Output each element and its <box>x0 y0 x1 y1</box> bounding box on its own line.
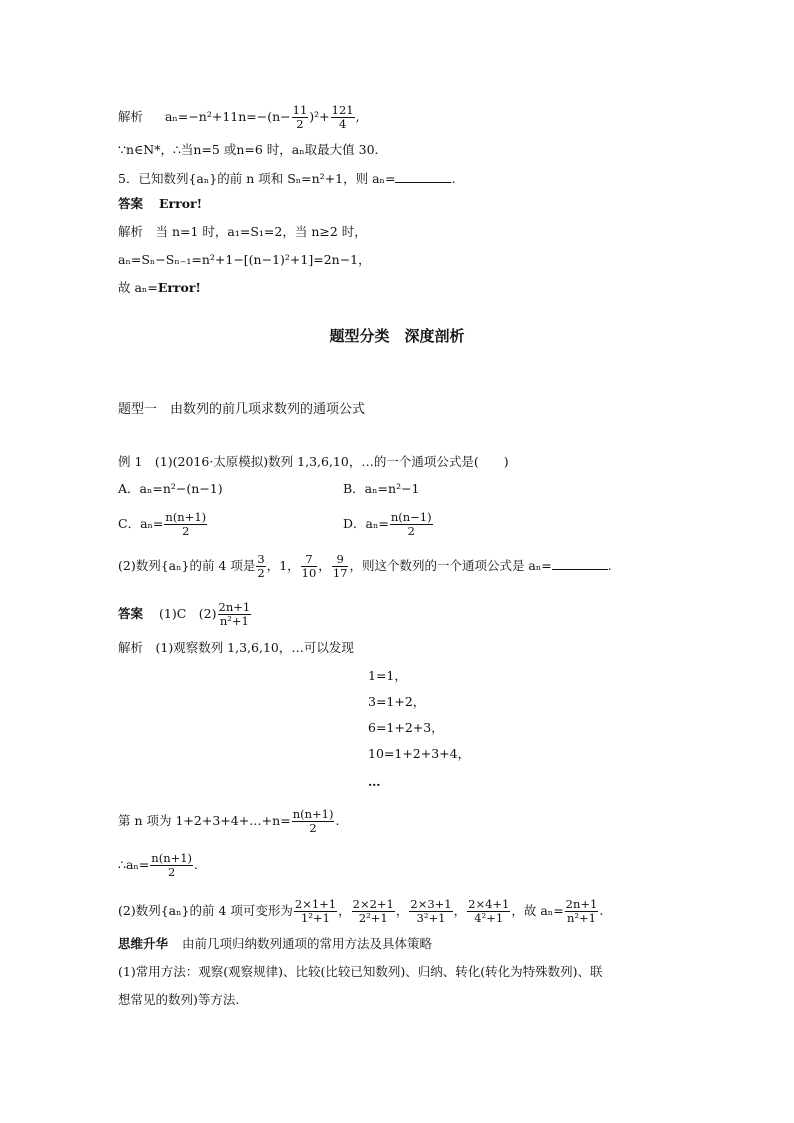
answer-blank <box>552 557 608 570</box>
answer-line: 答案 (1)C (2) $\frac{2n+1}{\text{n²+1}}$ <box>118 600 251 628</box>
example-part-2: (2)数列{aₙ}的前 4 项是 $\frac{3}{2}$ ，1， $\frac{7}{10}$ ， $\frac{9}{17}$ ，则这个数列的一个通项公式是 aₙ= . <box>118 552 612 580</box>
example-stem: 例 1 (1)(2016·太原模拟)数列 1,3,6,10，…的一个通项公式是( ) <box>118 454 509 469</box>
transform-line: (2)数列{aₙ}的前 4 项可变形为 $\frac{2\times 1+1}{\text{1²+1}}$ ， $\frac{2\times 2+1}{\text{2²+1}}$ ， $\frac{2\times 3+1}{\text{3²+1}}$ ， $\frac{2\times 4+1}{\text{4²+1}}$ ，故 aₙ= $\frac{2n+1}{\text{n²+1}}$ . <box>118 897 604 925</box>
summary-title: 由前几项归纳数列通项的常用方法及具体策略 <box>182 936 433 951</box>
summary-line: (1)常用方法：观察(观察规律)、比较(比较已知数列)、归纳、转化(转化为特殊数列)、联 <box>118 964 603 979</box>
fraction: $\frac{121}{4}$ <box>331 103 354 131</box>
fraction: $\frac{7}{10}$ <box>301 552 317 580</box>
summary-heading <box>118 936 432 952</box>
fraction: $\frac{2\times 2+1}{\text{2²+1}}$ <box>352 897 394 925</box>
ellipsis: … <box>368 774 381 789</box>
equation: 1=1， <box>368 668 407 683</box>
option-b: B．aₙ=n²−1 <box>343 481 420 496</box>
equation: 6=1+2+3， <box>368 720 444 735</box>
fraction: $\frac{2n+1}{\text{n²+1}}$ <box>565 897 598 925</box>
analysis-line-1: 解析 aₙ=−n²+11n=−(n− $\frac{11}{2}$ )²+ $\frac{121}{4}$ , <box>118 103 360 131</box>
summary-line: 想常见的数列)等方法. <box>118 992 240 1007</box>
topic-title: 题型一 由数列的前几项求数列的通项公式 <box>118 402 366 417</box>
fraction: $\frac{11}{2}$ <box>292 103 308 131</box>
analysis-line: 解析 (1)观察数列 1,3,6,10，…可以发现 <box>118 640 354 655</box>
fraction: $\frac{2n+1}{\text{n²+1}}$ <box>218 600 251 628</box>
option-d: D．aₙ= $\frac{n(n-1)}{2}$ <box>343 510 432 538</box>
therefore-line: ∴aₙ= $\frac{n(n+1)}{2}$ . <box>118 851 199 879</box>
fraction: $\frac{n(n+1)}{2}$ <box>151 851 193 879</box>
answer-line: 答案 Error! <box>118 196 203 211</box>
summary-label: 思维升华 <box>118 936 169 951</box>
option-a: A．aₙ=n²−(n−1) <box>118 481 223 496</box>
fraction: $\frac{n(n-1)}{2}$ <box>390 510 432 538</box>
answer-blank <box>395 170 451 183</box>
analysis-label: 解析 <box>118 109 144 124</box>
fraction: $\frac{n(n+1)}{2}$ <box>165 510 207 538</box>
fraction: $\frac{2\times 4+1}{\text{4²+1}}$ <box>468 897 510 925</box>
equation: 10=1+2+3+4， <box>368 746 471 761</box>
fraction: $\frac{2\times 1+1}{\text{1²+1}}$ <box>294 897 337 925</box>
fraction: $\frac{3}{2}$ <box>257 552 265 580</box>
fraction: $\frac{n(n+1)}{2}$ <box>292 807 334 835</box>
option-c: C．aₙ= $\frac{n(n+1)}{2}$ <box>118 510 207 538</box>
equation: 3=1+2， <box>368 694 426 709</box>
question-5: 5．已知数列{aₙ}的前 n 项和 Sₙ=n²+1，则 aₙ= . <box>118 171 456 186</box>
text-line: ∵n∈N*，∴当n=5 或n=6 时，aₙ取最大值 30. <box>118 142 379 157</box>
text-line: 解析 当 n=1 时，a₁=S₁=2，当 n≥2 时， <box>118 224 367 239</box>
fraction: $\frac{2\times 3+1}{\text{3²+1}}$ <box>410 897 452 925</box>
section-title: 题型分类 深度剖析 <box>329 327 465 345</box>
text-line: aₙ=Sₙ−Sₙ₋₁=n²+1−[(n−1)²+1]=2n−1， <box>118 252 371 267</box>
nth-term-line: 第 n 项为 1+2+3+4+…+n= $\frac{n(n+1)}{2}$ . <box>118 807 340 835</box>
fraction: $\frac{9}{17}$ <box>332 552 348 580</box>
formula-text: aₙ=−n²+11n=−(n− <box>164 109 291 124</box>
text-line: 故 aₙ=Error! <box>118 280 201 295</box>
